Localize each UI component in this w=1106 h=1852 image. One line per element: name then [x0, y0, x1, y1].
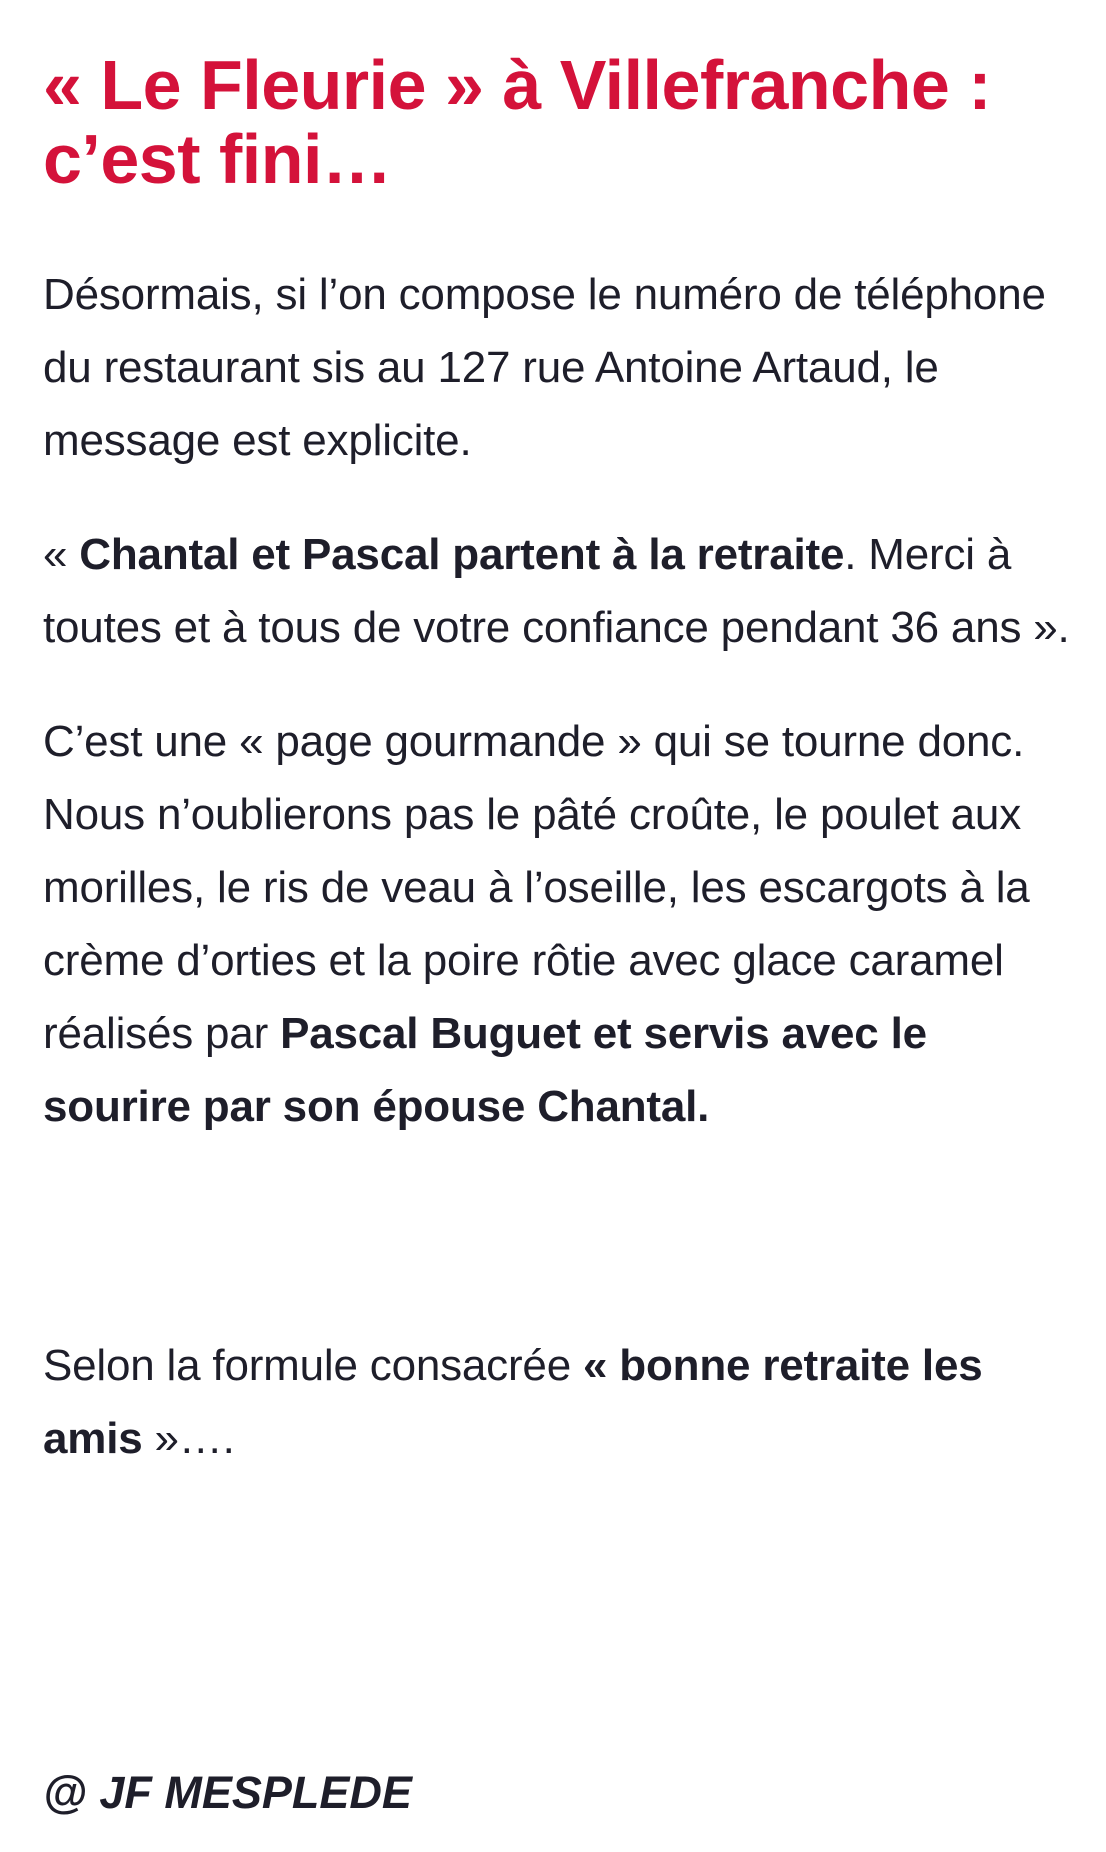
paragraph-message	[43, 518, 1073, 664]
closing-wish: « bonne retraite les amis	[43, 1341, 983, 1463]
memories-text: C’est une « page gourmande » qui se tourne donc. Nous n’oublierons pas le pâté croûte, le poulet aux morilles, le ris de veau à l’oseille, les escargots à la crème d’orties et la poire rôtie avec glace caramel réalisés par	[43, 717, 1030, 1058]
paragraph-memories	[43, 705, 1073, 1143]
closing-text: Selon la formule consacrée	[43, 1341, 584, 1390]
article-title	[43, 48, 1073, 196]
paragraph-intro: Désormais, si l’on compose le numéro de téléphone du restaurant sis au 127 rue Antoine Artaud, le message est explicite.	[43, 270, 1046, 465]
open-quote: «	[43, 530, 80, 579]
article	[43, 48, 1073, 1475]
author-signature: @ JF MESPLEDE	[43, 1767, 412, 1818]
title-line-1: « Le Fleurie » à Villefranche :	[43, 46, 992, 124]
message-rest: . Merci à toutes et à tous de votre confiance pendant 36 ans ».	[43, 530, 1070, 652]
retirement-announcement: Chantal et Pascal partent à la retraite	[79, 530, 845, 579]
chefs-names: Pascal Buguet et servis avec le sourire par son épouse Chantal.	[43, 1009, 927, 1131]
paragraph-closing	[43, 1329, 1073, 1475]
title-line-2: c’est fini…	[43, 120, 392, 198]
closing-rest: »….	[142, 1414, 235, 1463]
